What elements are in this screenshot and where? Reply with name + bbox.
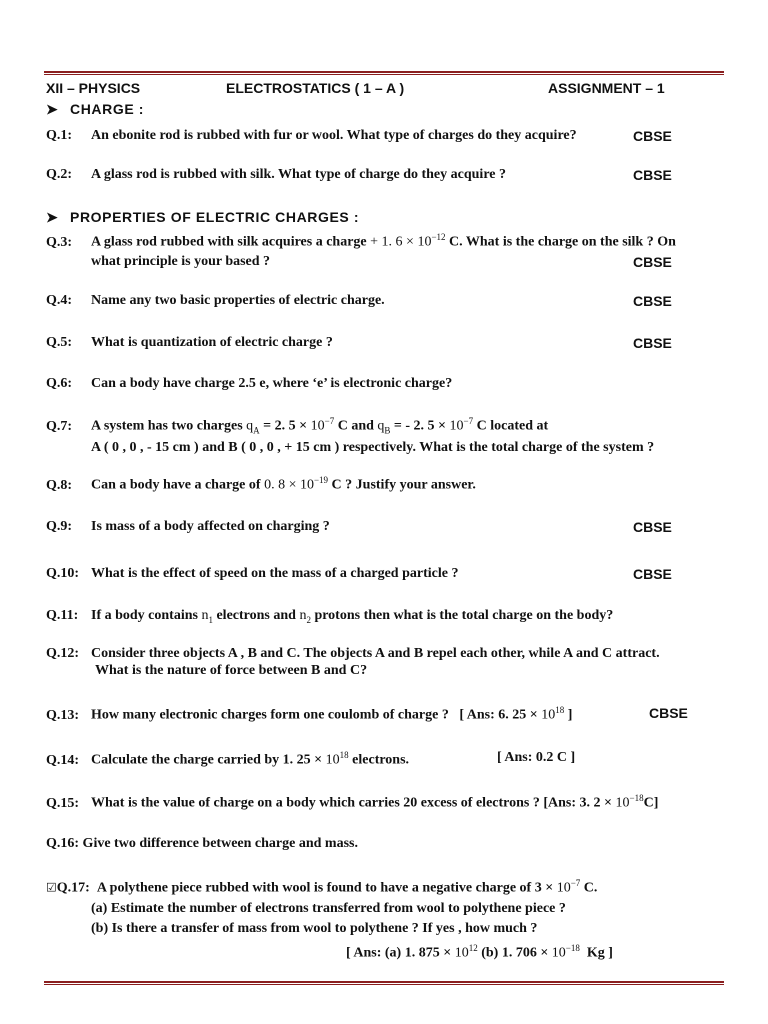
question-7-line2: A ( 0 , 0 , - 15 cm ) and B ( 0 , 0 , + 15 cm ) respectively. What is the total charge of the system ? <box>91 440 655 455</box>
question-number: Q.12: <box>46 646 80 661</box>
question-text: Calculate the charge carried by 1. 25 × <box>91 752 323 768</box>
exponent: −7 <box>570 878 581 888</box>
question-number: Q.3: <box>46 234 73 250</box>
question-number: Q.15: <box>46 795 80 811</box>
class-label: XII – PHYSICS <box>46 80 141 96</box>
charge-symbol: q <box>246 418 254 434</box>
question-text: What is quantization of electric charge ? <box>91 335 333 350</box>
question-5 <box>46 335 333 351</box>
question-4 <box>46 293 385 309</box>
question-number: Q.14: <box>46 752 80 768</box>
section-title: PROPERTIES OF ELECTRIC CHARGES : <box>70 209 360 225</box>
question-number: Q.6: <box>46 376 73 391</box>
question-9 <box>46 519 330 535</box>
exponent: −7 <box>324 416 335 426</box>
exponent: 12 <box>468 943 478 953</box>
question-number: Q.7: <box>46 418 73 434</box>
assignment-label: ASSIGNMENT – 1 <box>548 80 665 96</box>
question-number: Q.1: <box>46 128 73 143</box>
cbse-tag: CBSE <box>633 335 672 351</box>
question-number: Q.10: <box>46 566 80 581</box>
question-number: Q.9: <box>46 519 73 534</box>
question-number: Q.4: <box>46 293 73 308</box>
question-text: electrons and <box>216 608 296 623</box>
question-6 <box>46 376 452 392</box>
question-14 <box>46 750 409 769</box>
question-number: Q.17: <box>56 880 90 896</box>
question-text: Can a body have a charge of <box>91 477 261 493</box>
exponent: −18 <box>629 793 644 803</box>
question-17-part-a: (a) Estimate the number of electrons transferred from wool to polythene piece ? <box>91 901 566 916</box>
question-text: How many electronic charges form one coulomb of charge ? <box>91 707 449 723</box>
power-base: 10 <box>417 234 432 250</box>
section-charge <box>46 101 144 118</box>
question-13 <box>46 705 572 724</box>
section-properties <box>46 209 359 226</box>
question-17-part-b: (b) Is there a transfer of mass from wool to polythene ? If yes , how much ? <box>91 921 538 936</box>
question-text: Name any two basic properties of electric charge. <box>91 293 385 308</box>
charge-value: = 2. 5 × <box>263 418 308 434</box>
exponent: 18 <box>339 750 349 760</box>
answer-text: [ Ans: 6. 25 × <box>459 707 538 723</box>
question-text: If a body contains <box>91 608 198 623</box>
question-text: A polythene piece rubbed with wool is found to have a negative charge of 3 × <box>96 880 554 896</box>
charge-value: = - 2. 5 × <box>393 418 447 434</box>
question-text: protons then what is the total charge on the body? <box>314 608 614 623</box>
question-2 <box>46 167 506 183</box>
question-14-answer: [ Ans: 0.2 C ] <box>497 750 576 765</box>
question-text: What is the value of charge on a body which carries 20 excess of electrons ? <box>91 795 540 811</box>
power-base: 10 <box>325 752 340 768</box>
question-number: Q.5: <box>46 335 73 350</box>
answer-text: ] <box>567 707 573 723</box>
exponent: −12 <box>431 232 446 242</box>
question-16: Q.16: Give two difference between charge and mass. <box>46 836 358 851</box>
charge-value: + 1. 6 × <box>370 234 414 250</box>
exponent: −19 <box>313 475 329 485</box>
power-base: 10 <box>310 418 325 434</box>
cbse-tag: CBSE <box>633 566 672 582</box>
question-text: C. <box>583 880 598 896</box>
power-base: 10 <box>299 477 314 493</box>
answer-text: [Ans: 3. 2 × <box>543 795 613 811</box>
question-text: A glass rod is rubbed with silk. What type of charge do they acquire ? <box>91 167 506 182</box>
power-base: 10 <box>556 880 571 896</box>
answer-text: [ Ans: (a) 1. 875 × <box>346 945 452 961</box>
question-text: Is mass of a body affected on charging ? <box>91 519 330 534</box>
charge-value: 0. 8 × <box>264 477 297 493</box>
power-base: 10 <box>551 945 566 961</box>
top-rule <box>44 71 724 75</box>
answer-text: Kg ] <box>586 945 613 961</box>
power-base: 10 <box>615 795 630 811</box>
question-text: electrons. <box>352 752 410 768</box>
question-text: A system has two charges <box>91 418 243 434</box>
question-10 <box>46 566 458 582</box>
question-text: C ? Justify your answer. <box>331 477 476 493</box>
variable-symbol: n <box>201 608 209 623</box>
checkbox-icon: ☑ <box>46 880 57 895</box>
question-15 <box>46 793 658 812</box>
cbse-tag: CBSE <box>633 519 672 535</box>
subscript: 2 <box>306 614 311 625</box>
cbse-tag: CBSE <box>633 293 672 309</box>
arrow-bullet-icon: ➤ <box>46 101 59 117</box>
question-12 <box>46 646 660 662</box>
cbse-tag: CBSE <box>633 254 672 270</box>
question-number: Q.13: <box>46 707 80 723</box>
question-number: Q.8: <box>46 477 73 493</box>
question-text: An ebonite rod is rubbed with fur or wool. What type of charges do they acquire? <box>91 128 577 143</box>
bottom-rule <box>44 981 724 985</box>
exponent: −18 <box>565 943 580 953</box>
question-8 <box>46 475 476 494</box>
subscript: B <box>384 425 391 436</box>
answer-text: (b) 1. 706 × <box>481 945 549 961</box>
exponent: −7 <box>463 416 474 426</box>
cbse-tag: CBSE <box>649 705 688 721</box>
power-base: 10 <box>454 945 469 961</box>
question-3 <box>46 232 676 251</box>
question-7 <box>46 416 548 435</box>
question-number: Q.2: <box>46 167 73 182</box>
cbse-tag: CBSE <box>633 128 672 144</box>
question-3-line2: what principle is your based ? <box>91 254 271 269</box>
subscript: A <box>253 425 260 436</box>
question-text: C and <box>337 418 374 434</box>
power-base: 10 <box>541 707 556 723</box>
question-11 <box>46 608 613 625</box>
question-12-line2: What is the nature of force between B and C? <box>95 663 368 678</box>
section-title: CHARGE : <box>70 101 145 117</box>
topic-label: ELECTROSTATICS ( 1 – A ) <box>226 80 405 96</box>
question-text: What is the effect of speed on the mass of a charged particle ? <box>91 566 459 581</box>
question-17 <box>46 878 597 897</box>
exponent: 18 <box>555 705 565 715</box>
question-number: Q.11: <box>46 608 79 623</box>
question-17-answer <box>346 943 613 962</box>
charge-symbol: q <box>377 418 385 434</box>
power-base: 10 <box>449 418 464 434</box>
question-text: C. What is the charge on the silk ? On <box>449 234 676 250</box>
answer-text: C] <box>643 795 659 811</box>
arrow-bullet-icon: ➤ <box>46 209 59 225</box>
cbse-tag: CBSE <box>633 167 672 183</box>
question-text: C located at <box>476 418 549 434</box>
question-text: Can a body have charge 2.5 e, where ‘e’ is electronic charge? <box>91 376 453 391</box>
subscript: 1 <box>208 614 213 625</box>
question-1 <box>46 128 577 144</box>
question-text: Consider three objects A , B and C. The objects A and B repel each other, while A and C attract. <box>91 646 660 661</box>
variable-symbol: n <box>299 608 307 623</box>
question-text: A glass rod rubbed with silk acquires a charge <box>91 234 367 250</box>
